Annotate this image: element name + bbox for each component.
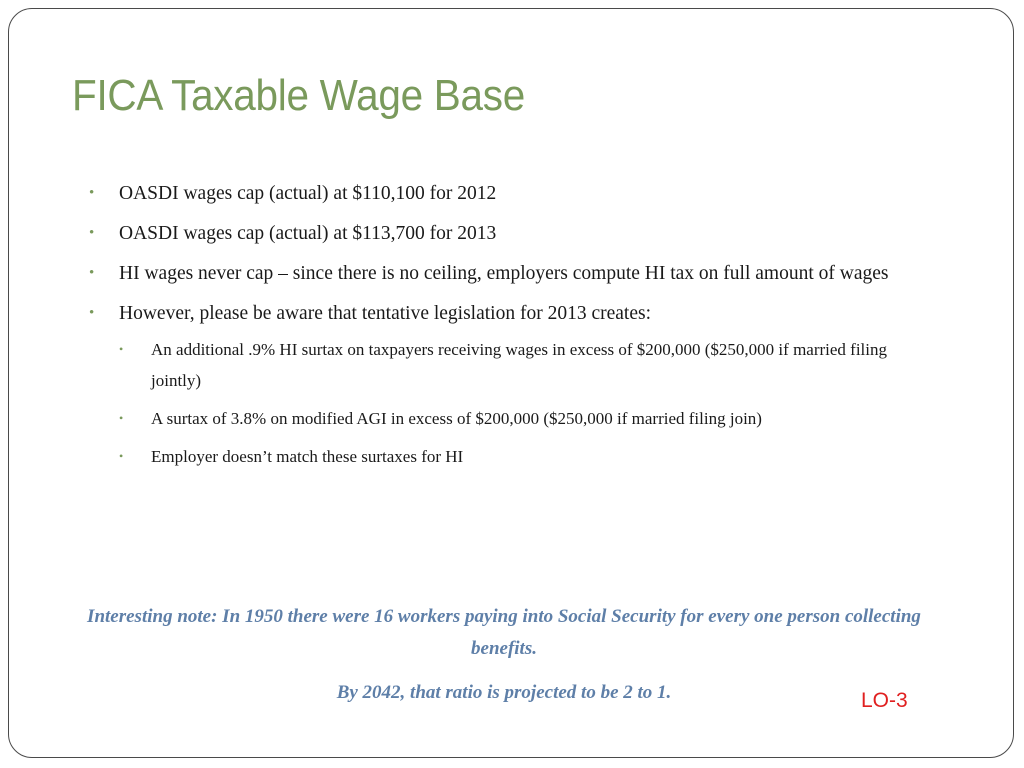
bullet-text: OASDI wages cap (actual) at $110,100 for 2012 — [119, 183, 497, 204]
bullet-dot-icon: • — [89, 305, 95, 321]
learning-objective-label: LO-3 — [861, 689, 908, 712]
projection-note: By 2042, that ratio is projected to be 2 to 1. — [336, 682, 672, 703]
slide-frame — [8, 8, 1014, 758]
sub-bullet-text: A surtax of 3.8% on modified AGI in excess of $200,000 ($250,000 if married filing join) — [151, 409, 762, 428]
bullet-item — [89, 219, 919, 248]
bullet-text: OASDI wages cap (actual) at $113,700 for 2013 — [119, 223, 497, 244]
interesting-note: Interesting note: In 1950 there were 16 workers paying into Social Security for every one person collecting benefits. — [87, 606, 921, 659]
bullet-dot-icon: • — [89, 185, 95, 201]
sub-bullet-item — [119, 334, 921, 396]
bullet-item — [89, 259, 919, 288]
bullet-list — [89, 179, 919, 483]
bullet-item — [89, 179, 919, 208]
sub-bullet-dot-icon: • — [119, 411, 124, 425]
sub-bullet-item — [119, 441, 921, 472]
bullet-item — [89, 299, 919, 472]
sub-bullet-text: Employer doesn’t match these surtaxes for HI — [151, 447, 464, 466]
bullet-text: However, please be aware that tentative legislation for 2013 creates: — [119, 303, 651, 324]
sub-bullet-dot-icon: • — [119, 449, 124, 463]
bullet-text: HI wages never cap – since there is no ceiling, employers compute HI tax on full amount of wages — [119, 263, 889, 284]
sub-bullet-item — [119, 403, 921, 434]
sub-bullet-dot-icon: • — [119, 342, 124, 356]
bullet-dot-icon: • — [89, 265, 95, 281]
sub-bullet-text: An additional .9% HI surtax on taxpayers receiving wages in excess of $200,000 ($250,000 if married filing jointly) — [151, 340, 888, 390]
sub-bullet-list — [119, 334, 919, 472]
bullet-dot-icon: • — [89, 225, 95, 241]
slide-title: FICA Taxable Wage Base — [72, 71, 525, 120]
